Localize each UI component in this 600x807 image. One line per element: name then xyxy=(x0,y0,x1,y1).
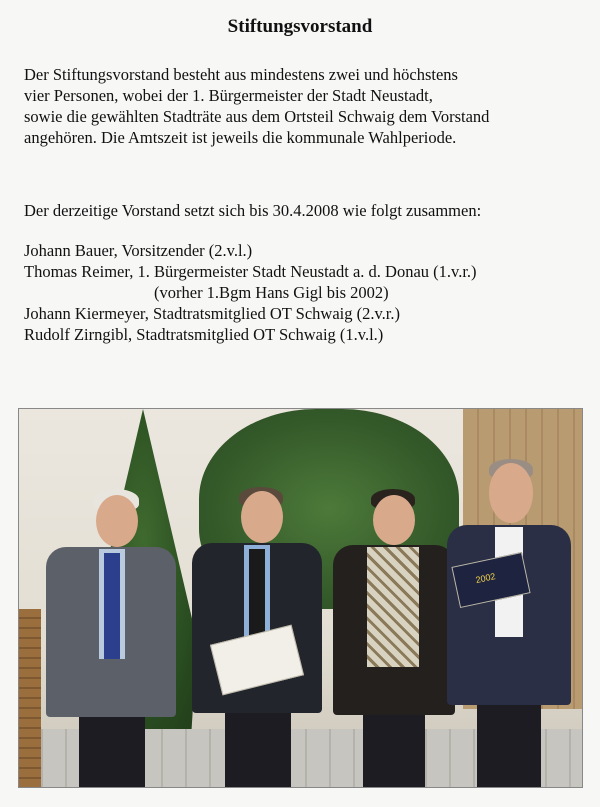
member-note: (vorher 1.Bgm Hans Gigl bis 2002) xyxy=(154,283,389,302)
group-photo xyxy=(18,408,583,788)
paragraph-line: sowie die gewählten Stadträte aus dem Ortsteil Schwaig dem Vorstand xyxy=(24,107,490,126)
description-paragraph xyxy=(24,64,584,148)
board-intro: Der derzeitige Vorstand setzt sich bis 30.4.2008 wie folgt zusammen: xyxy=(24,201,482,220)
member-line: Rudolf Zirngibl, Stadtratsmitglied OT Schwaig (1.v.l.) xyxy=(24,325,384,344)
paragraph-line: vier Personen, wobei der 1. Bürgermeister der Stadt Neustadt, xyxy=(24,86,433,105)
paragraph-line: angehören. Die Amtszeit ist jeweils die kommunale Wahlperiode. xyxy=(24,128,457,147)
page-title: Stiftungsvorstand xyxy=(227,16,373,37)
folder-label: 2002 xyxy=(474,571,497,586)
member-line: Johann Kiermeyer, Stadtratsmitglied OT Schwaig (2.v.r.) xyxy=(24,304,401,323)
person-4 xyxy=(439,459,579,787)
member-list xyxy=(24,240,477,345)
member-line: Johann Bauer, Vorsitzender (2.v.l.) xyxy=(24,241,253,260)
paragraph-line: Der Stiftungsvorstand besteht aus mindestens zwei und höchstens xyxy=(24,65,458,84)
member-line: Thomas Reimer, 1. Bürgermeister Stadt Neustadt a. d. Donau (1.v.r.) xyxy=(24,262,477,281)
person-1 xyxy=(41,489,181,787)
wood-stack xyxy=(19,609,41,787)
